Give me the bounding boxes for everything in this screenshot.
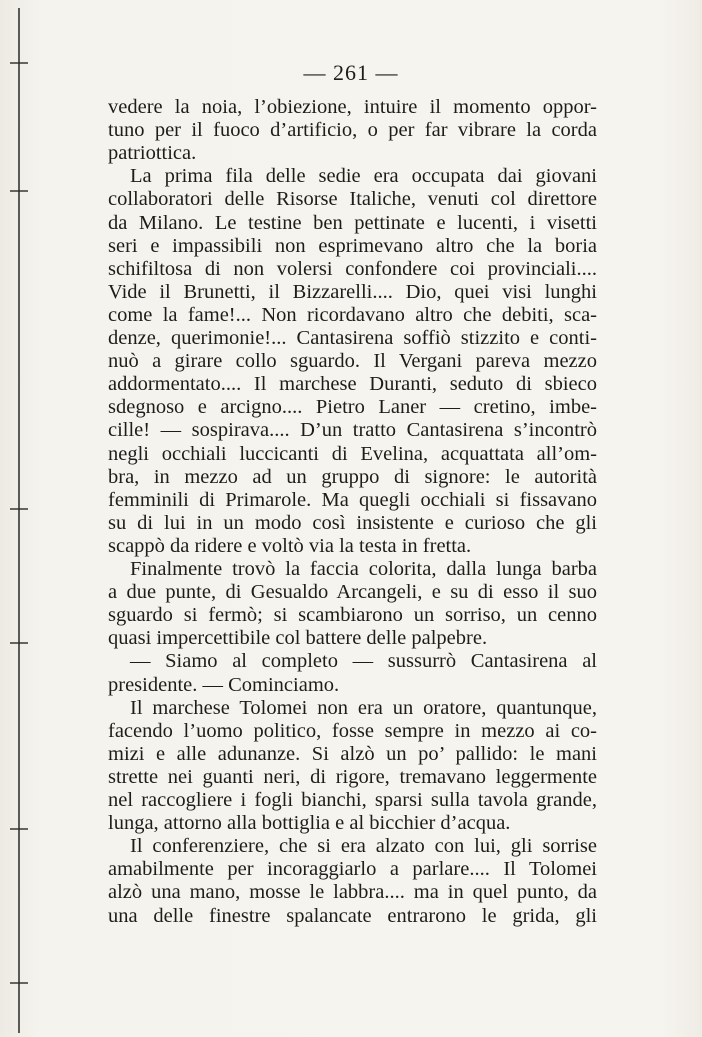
text-line: denze, querimonie!... Cantasirena soffiò stizzito e conti- bbox=[108, 327, 597, 349]
text-line: schifiltosa di non volersi confondere coi provinciali.... bbox=[108, 257, 597, 280]
text-line: femminili di Primarole. Ma quegli occhiali si fissavano bbox=[108, 488, 597, 511]
text-line: amabilmente per incoraggiarlo a parlare.... Il Tolomei bbox=[108, 858, 597, 881]
text-line: sguardo si fermò; si scambiarono un sorriso, un cenno bbox=[108, 604, 597, 627]
text-line: presidente. — Cominciamo. bbox=[108, 673, 340, 696]
text-line: Finalmente trovò la faccia colorita, dalla lunga barba bbox=[130, 558, 597, 580]
text-line: Il marchese Tolomei non era un oratore, quantunque, bbox=[130, 696, 597, 719]
body-text bbox=[0, 94, 702, 994]
text-line: La prima fila delle sedie era occupata dai giovani bbox=[130, 165, 597, 188]
text-line: Vide il Brunetti, il Bizzarelli.... Dio, quei visi lunghi bbox=[108, 280, 597, 303]
text-line: sdegnoso e arcigno.... Pietro Laner — cretino, imbe- bbox=[108, 396, 597, 419]
text-line: negli occhiali luccicanti di Evelina, acquattata all’om- bbox=[108, 442, 597, 465]
text-line: nuò a girare collo sguardo. Il Vergani pareva mezzo bbox=[108, 350, 597, 373]
page-number: — 261 — bbox=[303, 60, 399, 85]
text-line: tuno per il fuoco d’artificio, o per far vibrare la corda bbox=[108, 119, 597, 142]
text-line: come la fame!... Non ricordavano altro che debiti, sca- bbox=[108, 303, 597, 326]
text-line: bra, in mezzo ad un gruppo di signore: le autorità bbox=[108, 465, 597, 488]
text-line: — Siamo al completo — sussurrò Cantasirena al bbox=[130, 650, 597, 673]
text-line: strette nei guanti neri, di rigore, tremavano leggermente bbox=[108, 765, 597, 788]
text-line: lunga, attorno alla bottiglia e al bicchier d’acqua. bbox=[108, 812, 511, 835]
text-line: seri e impassibili non esprimevano altro che la boria bbox=[108, 234, 597, 257]
text-line: a due punte, di Gesualdo Arcangeli, e su di esso il suo bbox=[108, 581, 597, 604]
text-line: da Milano. Le testine ben pettinate e lucenti, i visetti bbox=[108, 211, 597, 234]
text-line: nel raccogliere i fogli bianchi, sparsi sulla tavola grande, bbox=[108, 789, 597, 811]
text-line: scappò da ridere e voltò via la testa in fretta. bbox=[108, 534, 472, 557]
text-line: facendo l’uomo politico, fosse sempre in mezzo ai co- bbox=[108, 719, 597, 742]
text-line: cille! — sospirava.... D’un tratto Cantasirena s’incontrò bbox=[108, 419, 597, 442]
text-line: una delle finestre spalancate entrarono le grida, gli bbox=[108, 904, 597, 927]
text-line: collaboratori delle Risorse Italiche, venuti col direttore bbox=[108, 188, 597, 211]
text-line: su di lui in un modo così insistente e curioso che gli bbox=[108, 511, 597, 534]
text-line: Il conferenziere, che si era alzato con lui, gli sorrise bbox=[130, 835, 597, 858]
text-line: mizi e alle adunanze. Si alzò un po’ pallido: le mani bbox=[108, 742, 597, 765]
text-line: addormentato.... Il marchese Duranti, seduto di sbieco bbox=[108, 373, 597, 396]
text-line: alzò una mano, mosse le labbra.... ma in quel punto, da bbox=[108, 881, 597, 904]
text-line: patriottica. bbox=[108, 142, 197, 165]
text-line: vedere la noia, l’obiezione, intuire il momento oppor- bbox=[108, 96, 597, 118]
text-line: quasi impercettibile col battere delle palpebre. bbox=[108, 627, 488, 650]
